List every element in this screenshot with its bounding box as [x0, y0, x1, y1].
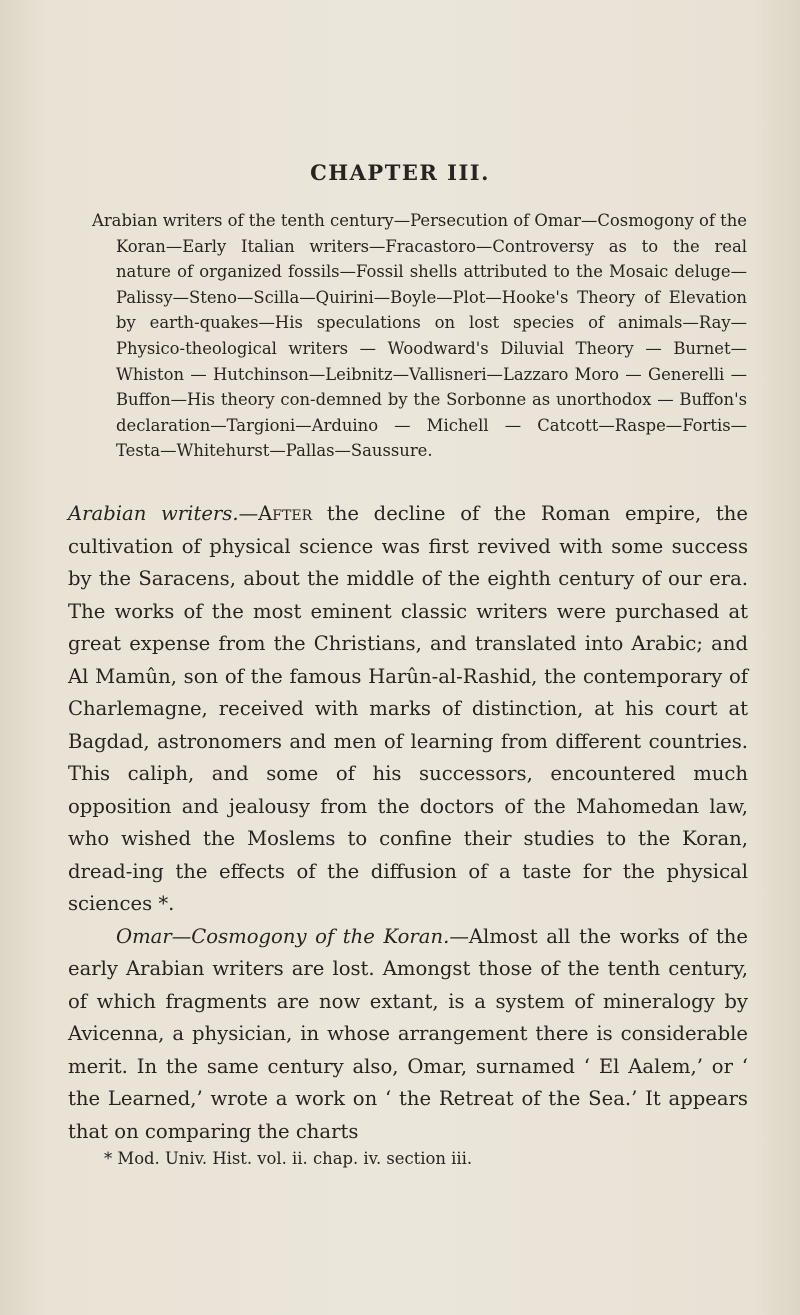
paragraph-omar	[68, 921, 748, 1149]
side-title-omar: Omar—Cosmogony of the Koran.	[116, 924, 450, 948]
paragraph-arabian-writers	[68, 498, 748, 921]
paragraph-lead: —After	[238, 502, 313, 525]
chapter-title: CHAPTER III.	[310, 160, 490, 185]
body-text	[68, 498, 748, 1148]
paragraph-text: the decline of the Roman empire, the cultivation of physical science was first revived with some success by the Saracens, about the middle of the eighth century of our era. The works of the most eminent classic writers were purchased at great expense from the Christians, and translated into Arabic; and Al Mamûn, son of the famous Harûn-al-Rashid, the contemporary of Charlemagne, received with marks of distinction, at his court at Bagdad, astronomers and men of learning from different countries. This caliph, and some of his successors, encountered much opposition and jealousy from the doctors of the Mahomedan law, who wished the Moslems to confine their studies to the Koran, dread-ing the effects of the diffusion of a taste for the physical sciences *.	[68, 502, 748, 915]
paragraph-text: —Almost all the works of the early Arabian writers are lost. Amongst those of the tenth century, of which fragments are now extant, is a system of mineralogy by Avicenna, a physician, in whose arrangement there is considerable merit. In the same century also, Omar, surnamed ‘ El Aalem,’ or ‘ the Learned,’ wrote a work on ‘ the Retreat of the Sea.’ It appears that on comparing the charts	[68, 924, 748, 1143]
footnote: * Mod. Univ. Hist. vol. ii. chap. iv. section iii.	[104, 1149, 473, 1168]
side-title-arabian-writers: Arabian writers.	[68, 502, 239, 525]
chapter-summary: Arabian writers of the tenth century—Persecution of Omar—Cosmogony of the Koran—Early Italian writers—Fracastoro—Controversy as to the real nature of organized fossils—Fossil shells attributed to the Mosaic deluge—Palissy—Steno—Scilla—Quirini—Boyle—Plot—Hooke's Theory of Elevation by earth-quakes—His speculations on lost species of animals—Ray—Physico-theological writers — Woodward's Diluvial Theory — Burnet—Whiston — Hutchinson—Leibnitz—Vallisneri—Lazzaro Moro — Generelli — Buffon—His theory con-demned by the Sorbonne as unorthodox — Buffon's declaration—Targioni—Arduino — Michell — Catcott—Raspe—Fortis—Testa—Whitehurst—Pallas—Saussure.	[92, 211, 747, 461]
